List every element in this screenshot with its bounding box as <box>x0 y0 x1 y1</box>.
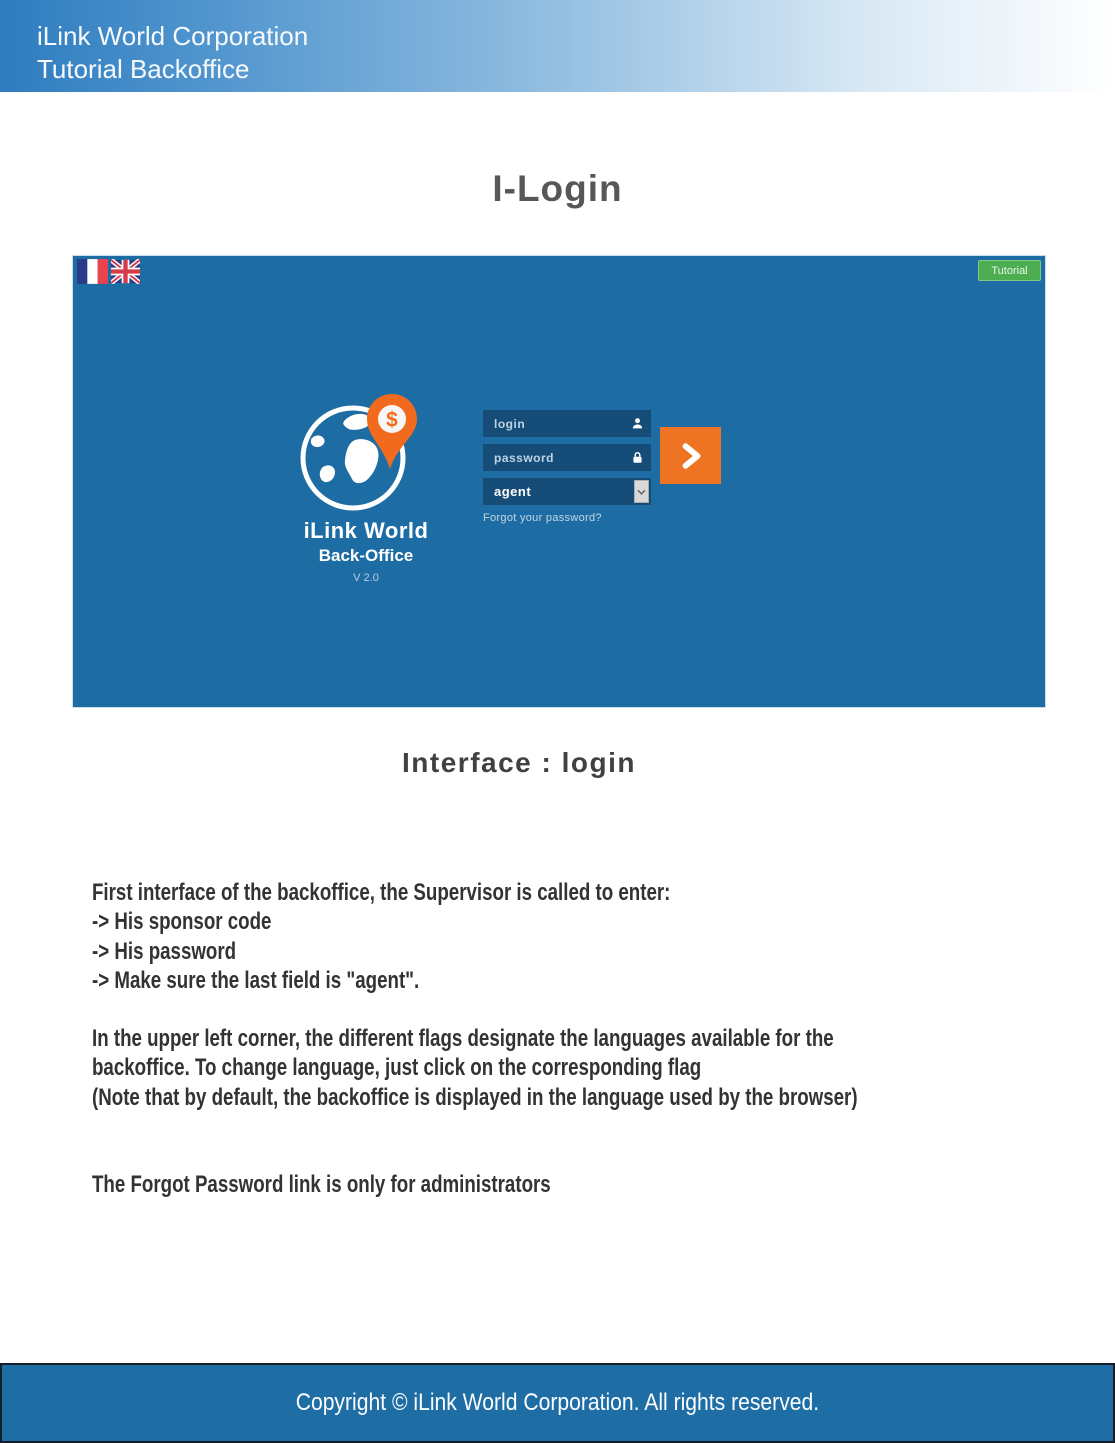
password-input[interactable] <box>483 444 651 471</box>
submit-button[interactable] <box>660 427 721 484</box>
role-selected-value: agent <box>494 484 532 499</box>
logo-version: V 2.0 <box>353 572 379 584</box>
footer-bar <box>0 1363 1115 1443</box>
globe-icon <box>299 392 427 514</box>
dollar-glyph: $ <box>386 408 398 432</box>
instructions-paragraph-3 <box>92 1170 680 1199</box>
forgot-password-link[interactable]: Forgot your password? <box>483 512 602 524</box>
french-flag[interactable] <box>77 259 108 284</box>
select-arrow-button[interactable] <box>634 480 649 503</box>
french-flag-icon <box>77 259 108 284</box>
uk-flag-icon <box>111 259 140 284</box>
chevron-right-icon <box>678 443 704 469</box>
user-icon <box>631 417 644 430</box>
instruction-line: (Note that by default, the backoffice is displayed in the language used by the browser) <box>92 1083 858 1111</box>
logo-subtitle: Back-Office <box>318 546 414 565</box>
company-name: iLink World Corporation <box>37 21 309 51</box>
screenshot-caption: Interface : login <box>402 747 636 778</box>
password-field <box>483 444 651 471</box>
instructions-paragraph-1 <box>92 878 834 996</box>
instructions-paragraph-2 <box>92 1024 1074 1112</box>
role-select[interactable] <box>483 478 651 505</box>
header-text <box>37 20 308 86</box>
chevron-down-icon <box>637 489 646 495</box>
globe-pin-logo <box>299 392 427 514</box>
login-field <box>483 410 651 437</box>
login-input[interactable] <box>483 410 651 437</box>
uk-flag[interactable] <box>111 259 140 284</box>
logo-title: iLink World <box>303 518 429 543</box>
page-title: I-Login <box>492 168 623 209</box>
instruction-line: -> His password <box>92 937 237 965</box>
instruction-line: backoffice. To change language, just click on the corresponding flag <box>92 1054 702 1082</box>
logo-text <box>266 518 466 584</box>
header-bar <box>0 0 1115 92</box>
lock-icon <box>631 451 644 464</box>
tutorial-button[interactable]: Tutorial <box>978 260 1041 281</box>
instruction-line: The Forgot Password link is only for administrators <box>92 1171 551 1198</box>
login-screenshot <box>72 255 1046 708</box>
instruction-line: First interface of the backoffice, the Supervisor is called to enter: <box>92 879 671 906</box>
instruction-line: -> His sponsor code <box>92 908 272 936</box>
document-subtitle: Tutorial Backoffice <box>37 54 250 84</box>
copyright-text: Copyright © iLink World Corporation. All rights reserved. <box>295 1389 820 1416</box>
instruction-line: In the upper left corner, the different flags designate the languages available for the <box>92 1025 834 1052</box>
instruction-line: -> Make sure the last field is "agent". <box>92 967 420 995</box>
